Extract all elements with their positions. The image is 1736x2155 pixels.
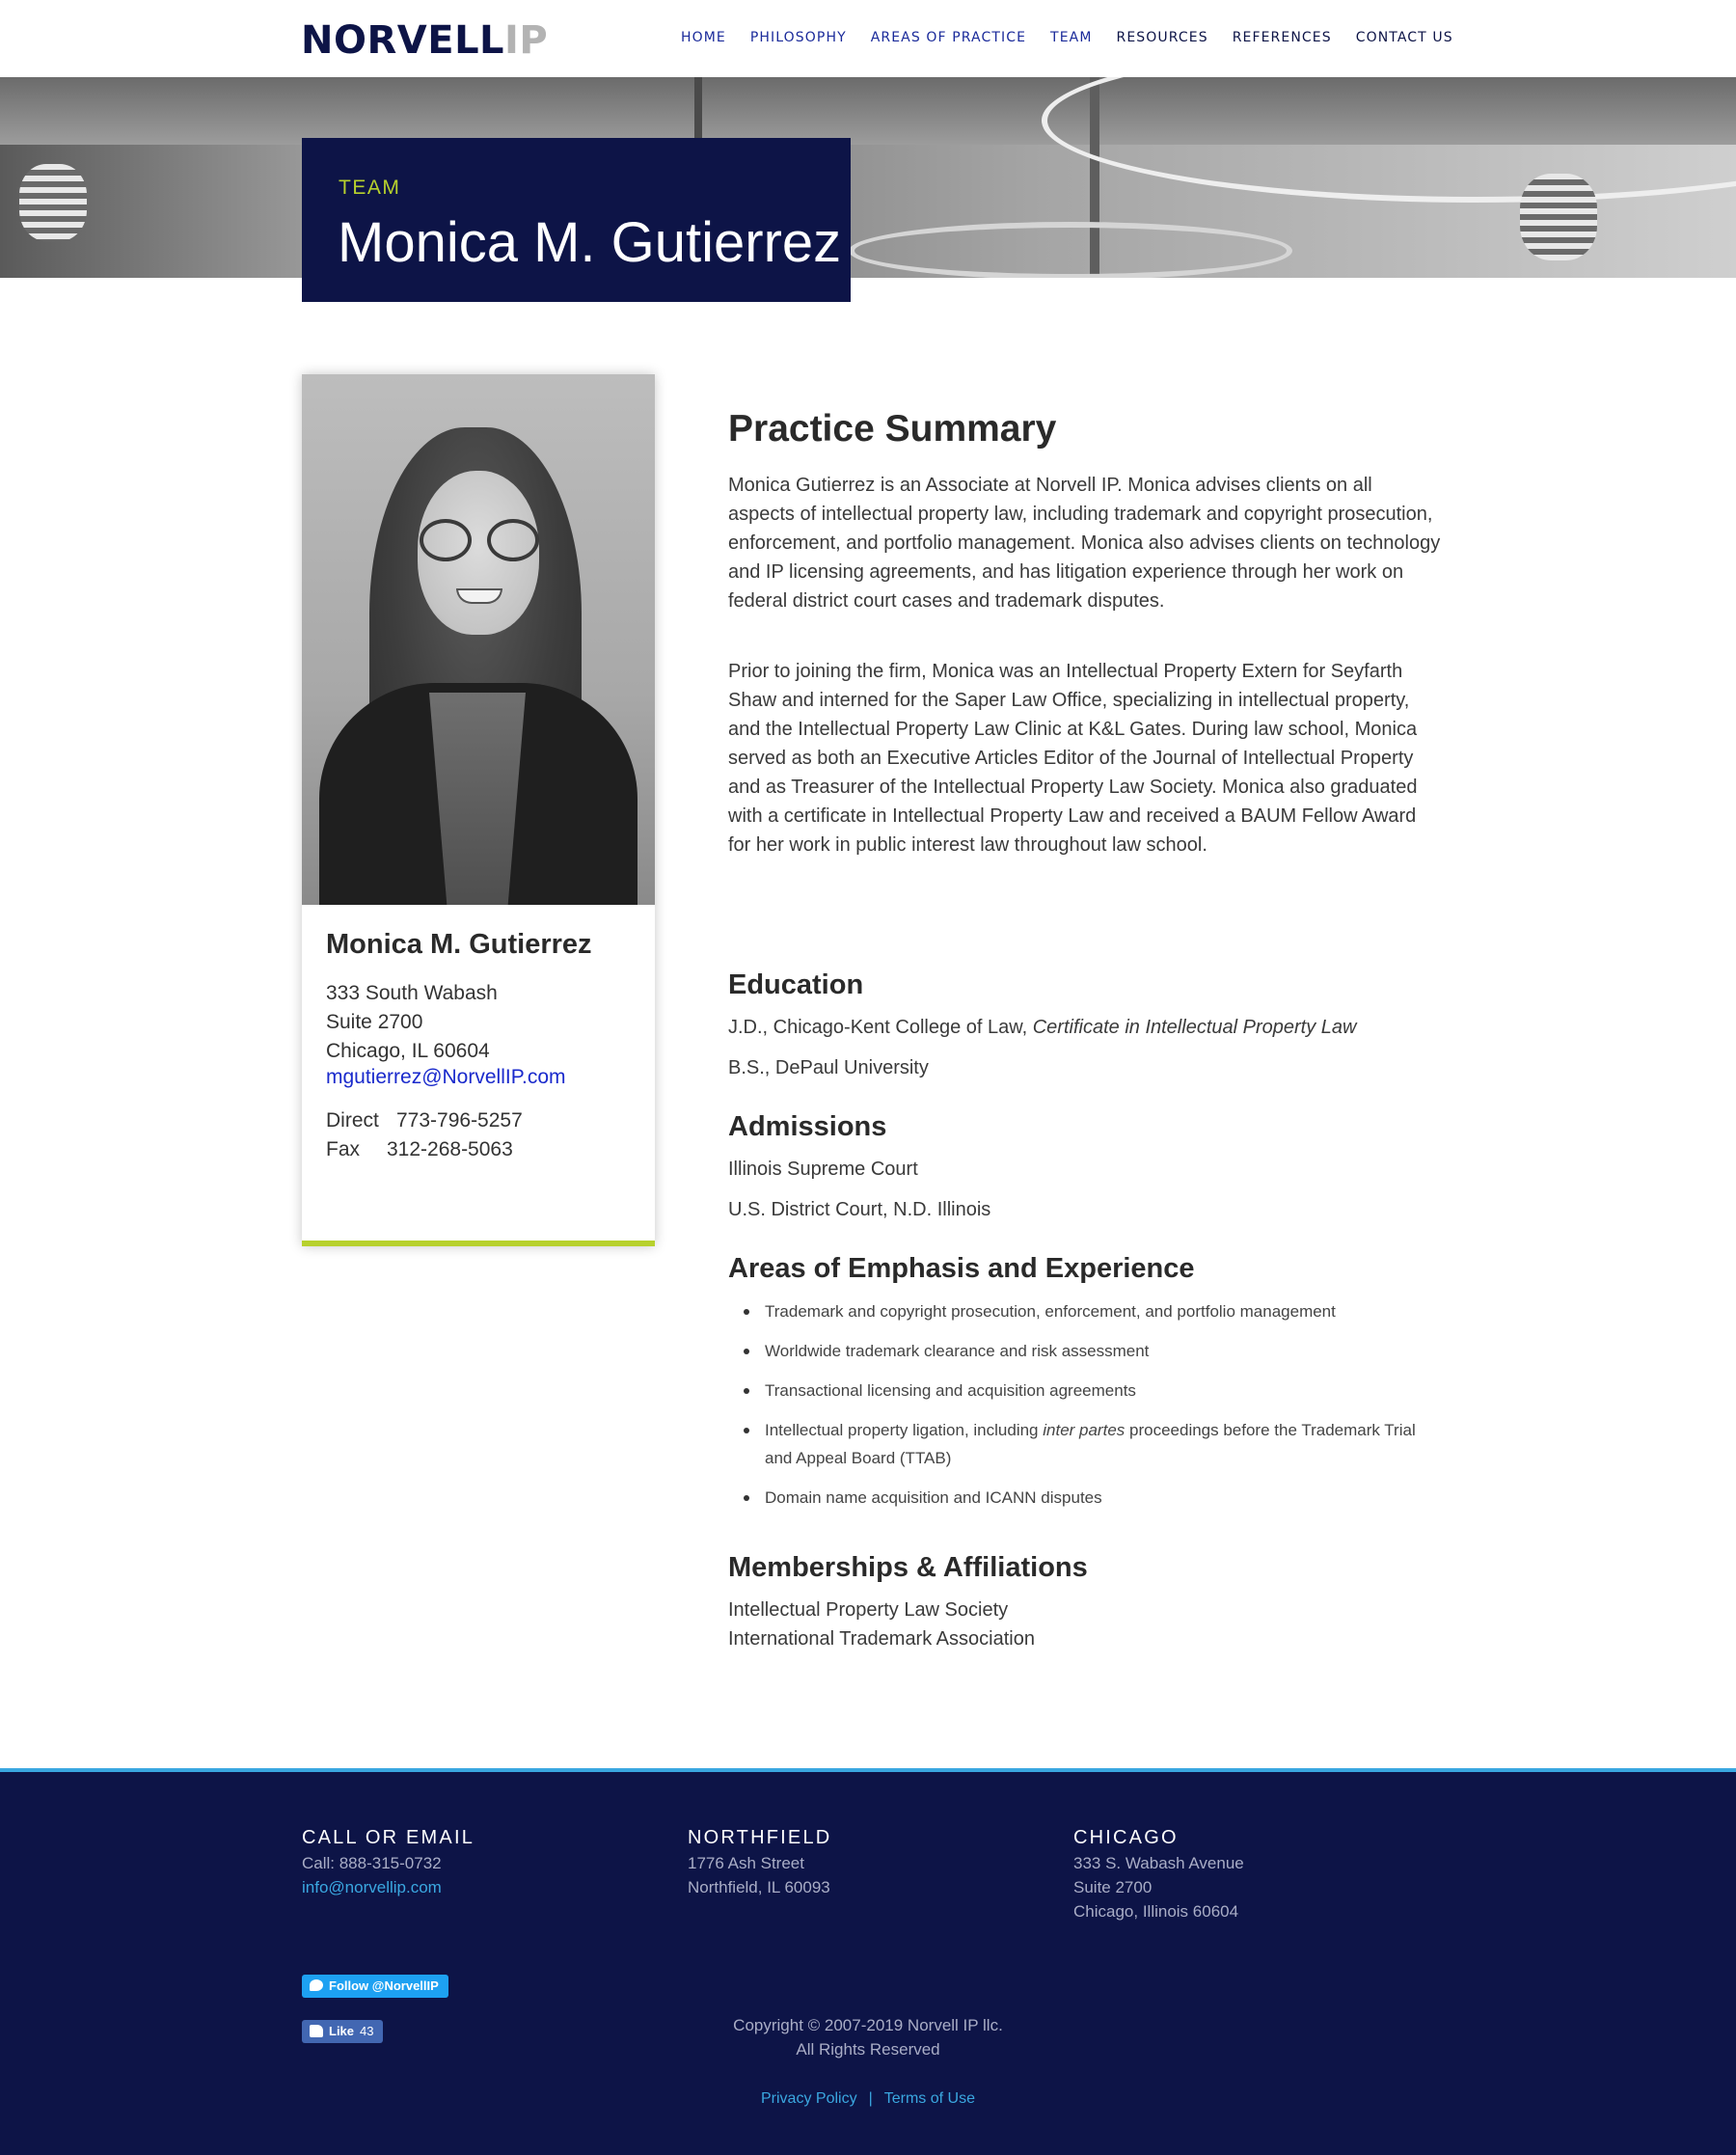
list-item: Worldwide trademark clearance and risk assessment: [728, 1337, 1442, 1365]
hero-pendant-lamp: [19, 164, 87, 241]
footer-chicago-column: [1073, 1824, 1421, 1923]
footer-email-link[interactable]: info@norvellip.com: [302, 1878, 442, 1896]
page-kicker: TEAM: [339, 177, 401, 199]
membership-item: Intellectual Property Law Society: [728, 1599, 1009, 1621]
address-line: 333 South Wabash: [326, 982, 498, 1004]
profile-email-link[interactable]: mgutierrez@NorvellIP.com: [326, 1066, 566, 1088]
education-jd-text: J.D., Chicago-Kent College of Law,: [728, 1017, 1033, 1038]
profile-name: Monica M. Gutierrez: [326, 929, 592, 960]
address-line: Suite 2700: [326, 1011, 423, 1033]
education-bs: B.S., DePaul University: [728, 1057, 929, 1078]
footer-link-separator: |: [868, 2090, 873, 2107]
fax-label: Fax: [326, 1138, 361, 1160]
litigation-italic: inter partes: [1043, 1421, 1126, 1439]
hero-ring-light: [849, 222, 1292, 278]
footer-copyright: [0, 2013, 1736, 2061]
page-title-box: [302, 138, 851, 302]
nav-resources[interactable]: RESOURCES: [1116, 30, 1208, 45]
nav-areas-of-practice[interactable]: AREAS OF PRACTICE: [870, 30, 1027, 45]
copyright-text: Copyright © 2007-2019 Norvell IP llc.: [733, 2016, 1003, 2034]
twitter-follow-label: Follow @NorvellIP: [329, 1978, 439, 1993]
list-item: [728, 1416, 1442, 1472]
emphasis-list: [728, 1297, 1442, 1523]
facebook-like-count: 43: [360, 2024, 374, 2038]
membership-item: International Trademark Association: [728, 1628, 1035, 1650]
litigation-post: proceedings before the Trademark Trial and Appeal Board (TTAB): [765, 1421, 1416, 1467]
admission-item: Illinois Supreme Court: [728, 1159, 918, 1180]
nav-team[interactable]: TEAM: [1050, 30, 1093, 45]
emphasis-heading: Areas of Emphasis and Experience: [728, 1253, 1195, 1284]
summary-paragraph-1: Monica Gutierrez is an Associate at Norvell IP. Monica advises clients on all aspects of intellectual property law, including trademark and copyright prosecution, enforcement, and portfolio management. Monica also advises clients on technology and IP licensing agreements, and has litigation experience through her work on federal district court cases and trademark disputes.: [728, 475, 1441, 612]
twitter-bird-icon: [310, 1979, 323, 1991]
footer-address-line: 333 S. Wabash Avenue: [1073, 1854, 1244, 1872]
nav-philosophy[interactable]: PHILOSOPHY: [749, 30, 847, 45]
education-heading: Education: [728, 969, 864, 1000]
memberships-heading: Memberships & Affiliations: [728, 1552, 1088, 1583]
direct-label: Direct: [326, 1109, 379, 1132]
list-item: Domain name acquisition and ICANN disputes: [728, 1484, 1442, 1512]
logo-main-text: NORVELL: [301, 18, 505, 63]
rights-text: All Rights Reserved: [796, 2040, 940, 2059]
address-line: Chicago, IL 60604: [326, 1040, 490, 1062]
hero-pendant-lamp: [1520, 174, 1597, 260]
nav-home[interactable]: HOME: [681, 30, 726, 45]
site-footer: [0, 1772, 1736, 2155]
logo-accent-text: IP: [504, 18, 549, 63]
education-jd-certificate: Certificate in Intellectual Property Law: [1032, 1017, 1357, 1038]
profile-phones: [326, 1106, 523, 1164]
footer-call: Call: 888-315-0732: [302, 1854, 442, 1872]
footer-address-line: 1776 Ash Street: [688, 1854, 804, 1872]
main-nav: [681, 28, 1478, 47]
footer-contact-column: [302, 1824, 649, 2038]
photo-glasses: [420, 519, 539, 561]
site-header: [0, 0, 1736, 77]
footer-address-line: Chicago, Illinois 60604: [1073, 1902, 1239, 1921]
footer-address-line: Suite 2700: [1073, 1878, 1153, 1896]
facebook-like-label: Like: [329, 2024, 355, 2038]
fax-number: 312-268-5063: [387, 1138, 513, 1160]
practice-summary-heading: Practice Summary: [728, 408, 1057, 450]
admissions-heading: Admissions: [728, 1111, 887, 1142]
hero-ring-light: [1042, 77, 1736, 203]
list-item: Trademark and copyright prosecution, enforcement, and portfolio management: [728, 1297, 1442, 1325]
direct-phone: 773-796-5257: [396, 1109, 523, 1132]
twitter-follow-button[interactable]: [302, 1975, 448, 1998]
profile-photo: [302, 374, 655, 905]
footer-northfield-heading: NORTHFIELD: [688, 1827, 832, 1848]
site-logo[interactable]: [301, 17, 548, 64]
footer-chicago-heading: CHICAGO: [1073, 1827, 1179, 1848]
terms-of-use-link[interactable]: Terms of Use: [883, 2090, 975, 2107]
footer-contact-heading: CALL OR EMAIL: [302, 1827, 475, 1848]
admission-item: U.S. District Court, N.D. Illinois: [728, 1199, 991, 1220]
list-item: Transactional licensing and acquisition agreements: [728, 1377, 1442, 1405]
fax-row: [326, 1135, 523, 1164]
profile-card: [302, 374, 655, 1246]
page-title: Monica M. Gutierrez: [338, 211, 842, 274]
footer-legal-links: [0, 2090, 1736, 2108]
litigation-pre: Intellectual property ligation, including: [765, 1421, 1044, 1439]
footer-address-line: Northfield, IL 60093: [688, 1878, 830, 1896]
hero-banner-image: [0, 77, 1736, 278]
footer-northfield-column: [688, 1824, 1035, 1899]
summary-paragraph-2: Prior to joining the firm, Monica was an Intellectual Property Extern for Seyfarth Shaw and interned for the Saper Law Office, specializing in intellectual property, and the Intellectual Property Law Clinic at K&L Gates. During law school, Monica served as both an Executive Articles Editor of the Journal of Intellectual Property and as Treasurer of the Intellectual Property Law Society. Monica also graduated with a certificate in Intellectual Property Law and received a BAUM Fellow Award for her work in public interest law throughout law school.: [728, 661, 1418, 856]
nav-contact-us[interactable]: CONTACT US: [1355, 30, 1453, 45]
direct-phone-row: [326, 1106, 523, 1135]
privacy-policy-link[interactable]: Privacy Policy: [761, 2090, 857, 2107]
profile-address: [326, 979, 498, 1066]
education-jd: [728, 1013, 1442, 1042]
nav-references[interactable]: REFERENCES: [1232, 30, 1332, 45]
